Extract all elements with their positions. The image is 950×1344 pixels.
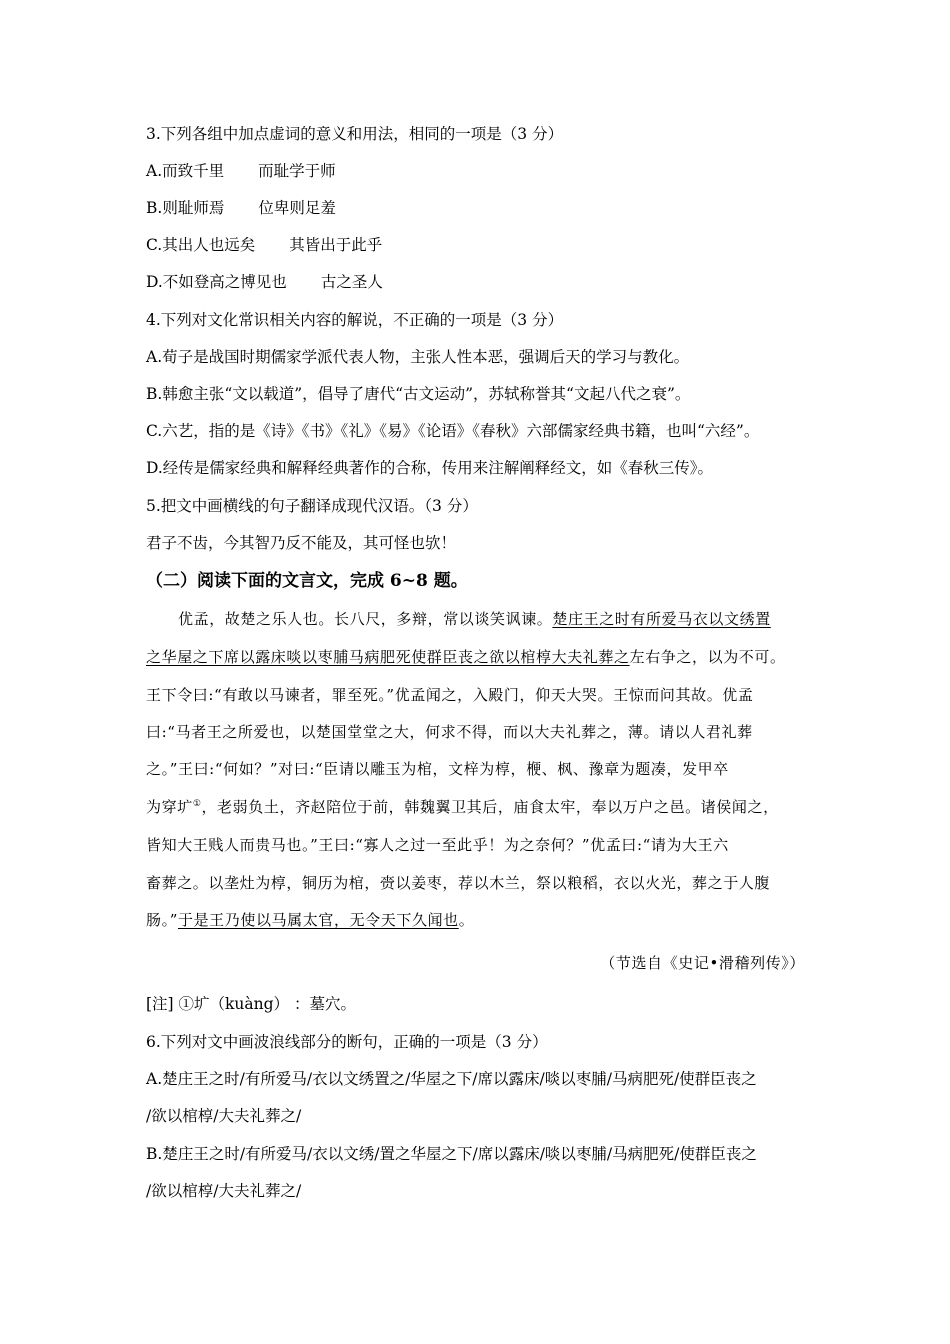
q3-option-c [146,234,382,256]
q6-option-a-line-1: A.楚庄王之时/有所爱马/衣以文绣置之/华屋之下/席以露床/啖以枣脯/马病肥死/使群臣丧之 [146,1070,757,1088]
footnote: [注] ①圹（kuàng） ：墓穴。 [146,995,356,1013]
q3-option-b [146,197,336,219]
passage-line-9 [146,909,474,931]
q3-option-d [146,271,383,293]
q3-option-d-left: D.不如登高之博见也 [146,273,287,291]
passage-source: （节选自《史记•滑稽列传》） [600,954,805,972]
passage-line-6-b: ，老弱负土，齐赵陪位于前，韩魏翼卫其后，庙食太牢，奉以万户之邑。诸侯闻之， [201,798,779,816]
passage-underlined-2: 之华屋之下席以露床啖以枣脯马病肥死使群臣丧之欲以棺椁大夫礼葬之 [146,648,630,666]
passage-line-1 [178,608,771,630]
q4-option-d: D.经传是儒家经典和解释经典著作的合称，传用来注解阐释经文，如《春秋三传》。 [146,459,714,477]
passage-line-2 [146,646,786,668]
passage-line-1-plain: 优孟，故楚之乐人也。长八尺，多辩，常以谈笑讽谏。 [178,610,553,628]
q3-option-c-right: 其皆出于此乎 [289,236,383,254]
passage-line-7: 皆知大王贱人而贵马也。”王曰:“寡人之过一至此乎！为之奈何？”优孟曰:“请为大王六 [146,836,729,854]
q6-option-b-line-1: B.楚庄王之时/有所爱马/衣以文绣/置之华屋之下/席以露床/啖以枣脯/马病肥死/使群臣丧之 [146,1145,757,1163]
q3-stem: 3.下列各组中加点虚词的意义和用法，相同的一项是（3 分） [146,125,564,143]
footnote-marker: ① [192,799,202,809]
q4-option-a: A.荀子是战国时期儒家学派代表人物，主张人性本恶，强调后天的学习与教化。 [146,348,690,366]
passage-line-6-a: 为穿圹 [146,798,193,816]
q3-option-b-right: 位卑则足羞 [258,199,336,217]
q3-option-b-left: B.则耻师焉 [146,199,225,217]
passage-line-3: 王下令曰:“有敢以马谏者，罪至死。”优孟闻之，入殿门，仰天大哭。王惊而问其故。优孟 [146,686,754,704]
passage-line-9-a: 肠。” [146,911,178,929]
q6-option-b-line-2: /欲以棺椁/大夫礼葬之/ [146,1182,302,1200]
q6-option-a-line-2: /欲以棺椁/大夫礼葬之/ [146,1107,302,1125]
q3-option-a-left: A.而致千里 [146,162,225,180]
passage-line-9-b: 。 [458,911,475,929]
passage-line-4: 曰:“马者王之所爱也，以楚国堂堂之大，何求不得，而以大夫礼葬之，薄。请以人君礼葬 [146,723,753,741]
q4-option-c: C.六艺，指的是《诗》《书》《礼》《易》《论语》《春秋》六部儒家经典书籍，也叫“六经”。 [146,422,760,440]
passage-line-8: 畜葬之。以垄灶为椁，铜历为棺，赍以姜枣，荐以木兰，祭以粮稻，衣以火光，葬之于人腹 [146,874,771,892]
passage-line-2-tail: 左右争之，以为不可。 [629,648,786,666]
passage-underlined-3: 于是王乃使以马属太官，无令天下久闻也 [177,911,459,929]
q4-stem: 4.下列对文化常识相关内容的解说，不正确的一项是（3 分） [146,311,564,329]
q3-option-c-left: C.其出人也远矣 [146,236,256,254]
q5-stem: 5.把文中画横线的句子翻译成现代汉语。（3 分） [146,497,478,515]
passage-line-6 [146,796,779,818]
q5-sentence: 君子不齿，今其智乃反不能及，其可怪也欤！ [146,534,457,552]
section-heading: （二）阅读下面的文言文，完成 6~8 题。 [146,571,468,591]
q6-stem: 6.下列对文中画波浪线部分的断句，正确的一项是（3 分） [146,1033,548,1051]
passage-line-5: 之。”王曰:“何如？”对曰:“臣请以雕玉为棺，文梓为椁，楩、枫、豫章为题凑，发甲卒 [146,760,729,778]
passage-underlined-1: 楚庄王之时有所爱马衣以文绣置 [552,610,771,628]
q3-option-a [146,160,336,182]
q3-option-a-right: 而耻学于师 [258,162,336,180]
q3-option-d-right: 古之圣人 [320,273,383,291]
q4-option-b: B.韩愈主张“文以载道”，倡导了唐代“古文运动”，苏轼称誉其“文起八代之衰”。 [146,385,691,403]
